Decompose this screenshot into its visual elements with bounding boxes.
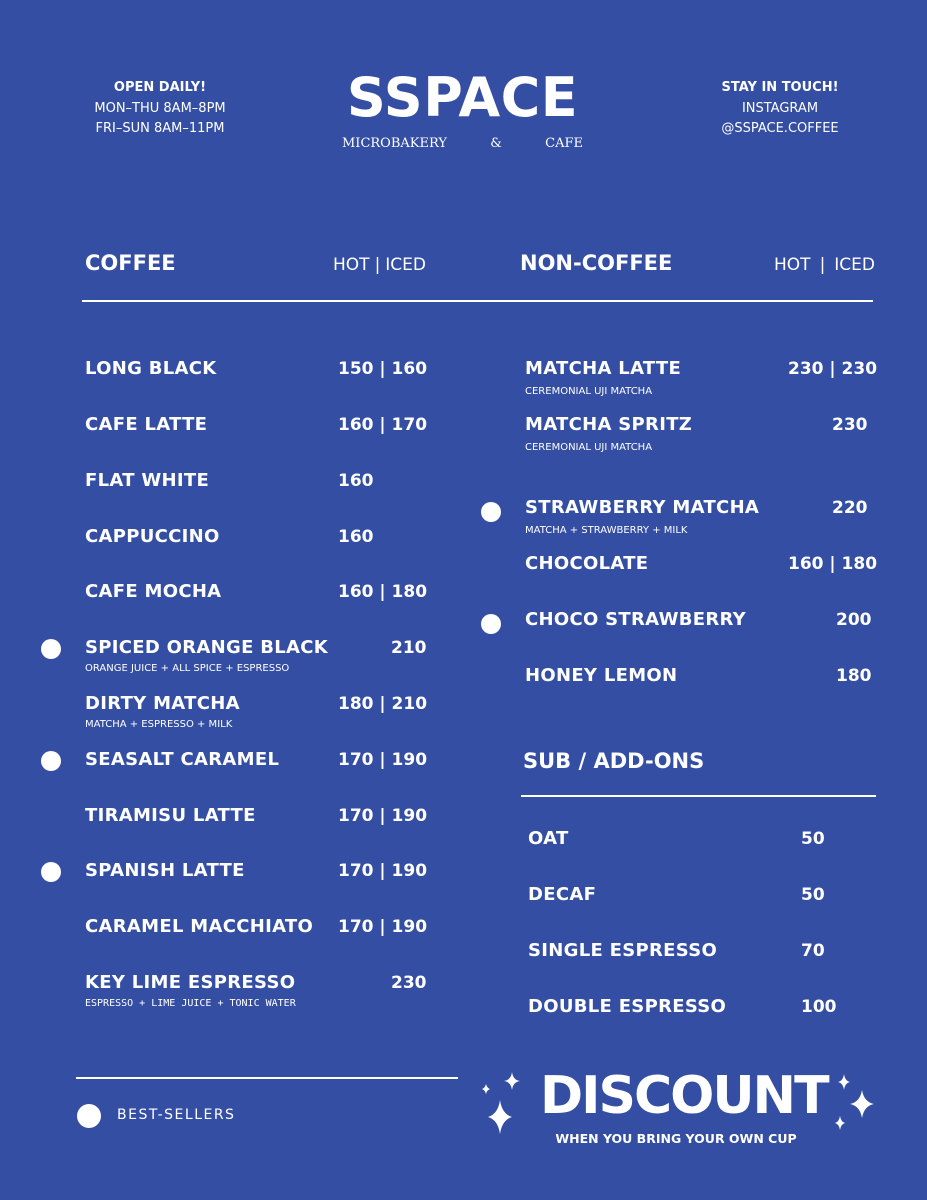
noncoffee-item-strawberry-matcha: STRAWBERRY MATCHA xyxy=(525,497,760,518)
noncoffee-desc-matcha-spritz: CEREMONIAL UJI MATCHA xyxy=(525,442,653,453)
addon-price-decaf: 50 xyxy=(801,885,825,905)
addons-section-title: SUB / ADD-ONS xyxy=(523,749,705,773)
opening-hours xyxy=(70,78,250,140)
noncoffee-price-chocolate: 160 | 180 xyxy=(788,554,878,574)
coffee-item-key-lime-espresso: KEY LIME ESPRESSO xyxy=(85,972,296,993)
noncoffee-price-matcha-latte: 230 | 230 xyxy=(788,359,878,379)
coffee-item-spanish-latte: SPANISH LATTE xyxy=(85,860,245,881)
noncoffee-item-chocolate: CHOCOLATE xyxy=(525,553,649,574)
coffee-price-dirty-matcha: 180 | 210 xyxy=(338,694,428,714)
discount-title: DISCOUNT xyxy=(540,1066,828,1126)
noncoffee-col-hot: HOT xyxy=(774,255,811,275)
coffee-price-caramel-macchiato: 170 | 190 xyxy=(338,917,428,937)
coffee-column-header xyxy=(333,255,426,275)
coffee-item-long-black: LONG BLACK xyxy=(85,358,217,379)
best-seller-dot-strawberry-matcha xyxy=(481,502,501,522)
coffee-desc-key-lime-espresso: ESPRESSO + LIME JUICE + TONIC WATER xyxy=(85,998,296,1009)
hours-weekend: FRI–SUN 8AM–11PM xyxy=(95,121,225,136)
contact-platform: INSTAGRAM xyxy=(741,100,819,116)
sparkle-icon xyxy=(828,1072,878,1136)
brand-name: SSPACE xyxy=(346,66,579,129)
coffee-item-dirty-matcha: DIRTY MATCHA xyxy=(85,693,240,714)
addon-item-single-espresso: SINGLE ESPRESSO xyxy=(528,940,718,961)
addons-divider xyxy=(521,795,876,797)
noncoffee-item-matcha-latte: MATCHA LATTE xyxy=(525,358,682,379)
noncoffee-price-matcha-spritz: 230 xyxy=(832,415,868,435)
coffee-price-spanish-latte: 170 | 190 xyxy=(338,861,428,881)
coffee-item-caramel-macchiato: CARAMEL MACCHIATO xyxy=(85,916,314,937)
coffee-price-cafe-latte: 160 | 170 xyxy=(338,415,428,435)
hours-title: OPEN DAILY! xyxy=(113,80,207,95)
instagram-handle[interactable]: @SSPACE.COFFEE xyxy=(721,121,839,136)
coffee-item-tiramisu-latte: TIRAMISU LATTE xyxy=(85,805,256,826)
noncoffee-price-choco-strawberry: 200 xyxy=(836,610,872,630)
best-seller-dot-spanish-latte xyxy=(41,862,61,882)
best-seller-legend-dot xyxy=(77,1104,101,1128)
coffee-desc-dirty-matcha: MATCHA + ESPRESSO + MILK xyxy=(85,719,233,730)
tagline-ampersand: & xyxy=(490,136,502,151)
best-seller-dot-seasalt-caramel xyxy=(41,751,61,771)
coffee-col-hot: HOT xyxy=(333,255,370,275)
coffee-item-cappuccino: CAPPUCCINO xyxy=(85,526,220,547)
addon-price-double-espresso: 100 xyxy=(801,997,837,1017)
sparkle-icon xyxy=(478,1070,526,1138)
discount-subtitle: WHEN YOU BRING YOUR OWN CUP xyxy=(555,1131,797,1146)
noncoffee-col-sep: | xyxy=(819,255,826,275)
footer-divider xyxy=(76,1077,458,1079)
contact-info xyxy=(690,78,870,140)
coffee-section-title: COFFEE xyxy=(85,251,176,275)
coffee-col-sep: | xyxy=(374,255,381,275)
noncoffee-desc-strawberry-matcha: MATCHA + STRAWBERRY + MILK xyxy=(525,525,688,536)
coffee-item-flat-white: FLAT WHITE xyxy=(85,470,210,491)
header-divider xyxy=(82,300,873,302)
coffee-price-cappuccino: 160 xyxy=(338,527,374,547)
coffee-item-cafe-mocha: CAFE MOCHA xyxy=(85,581,222,602)
coffee-price-cafe-mocha: 160 | 180 xyxy=(338,582,428,602)
noncoffee-item-choco-strawberry: CHOCO STRAWBERRY xyxy=(525,609,747,630)
coffee-item-seasalt-caramel: SEASALT CARAMEL xyxy=(85,749,280,770)
coffee-price-key-lime-espresso: 230 xyxy=(391,973,427,993)
noncoffee-price-strawberry-matcha: 220 xyxy=(832,498,868,518)
addon-item-oat: OAT xyxy=(528,828,569,849)
coffee-desc-spiced-orange-black: ORANGE JUICE + ALL SPICE + ESPRESSO xyxy=(85,663,290,674)
brand-logo xyxy=(330,66,595,151)
noncoffee-price-honey-lemon: 180 xyxy=(836,666,872,686)
noncoffee-item-matcha-spritz: MATCHA SPRITZ xyxy=(525,414,693,435)
coffee-price-spiced-orange-black: 210 xyxy=(391,638,427,658)
best-seller-legend-label: BEST-SELLERS xyxy=(117,1107,236,1123)
coffee-col-iced: ICED xyxy=(385,255,427,275)
coffee-item-spiced-orange-black: SPICED ORANGE BLACK xyxy=(85,637,329,658)
tagline-cafe: CAFE xyxy=(545,136,583,151)
brand-tagline xyxy=(330,136,595,151)
coffee-price-tiramisu-latte: 170 | 190 xyxy=(338,806,428,826)
coffee-price-flat-white: 160 xyxy=(338,471,374,491)
addon-price-single-espresso: 70 xyxy=(801,941,825,961)
best-seller-dot-spiced-orange-black xyxy=(41,639,61,659)
best-seller-dot-choco-strawberry xyxy=(481,614,501,634)
hours-weekday: MON–THU 8AM–8PM xyxy=(94,100,226,116)
noncoffee-desc-matcha-latte: CEREMONIAL UJI MATCHA xyxy=(525,386,653,397)
noncoffee-column-header xyxy=(774,255,875,275)
addon-item-double-espresso: DOUBLE ESPRESSO xyxy=(528,996,727,1017)
contact-title: STAY IN TOUCH! xyxy=(721,80,839,95)
addon-price-oat: 50 xyxy=(801,829,825,849)
noncoffee-col-iced: ICED xyxy=(834,255,876,275)
noncoffee-section-title: NON-COFFEE xyxy=(520,251,673,275)
addon-item-decaf: DECAF xyxy=(528,884,597,905)
noncoffee-item-honey-lemon: HONEY LEMON xyxy=(525,665,678,686)
coffee-item-cafe-latte: CAFE LATTE xyxy=(85,414,208,435)
tagline-microbakery: MICROBAKERY xyxy=(342,136,447,151)
coffee-price-long-black: 150 | 160 xyxy=(338,359,428,379)
coffee-price-seasalt-caramel: 170 | 190 xyxy=(338,750,428,770)
